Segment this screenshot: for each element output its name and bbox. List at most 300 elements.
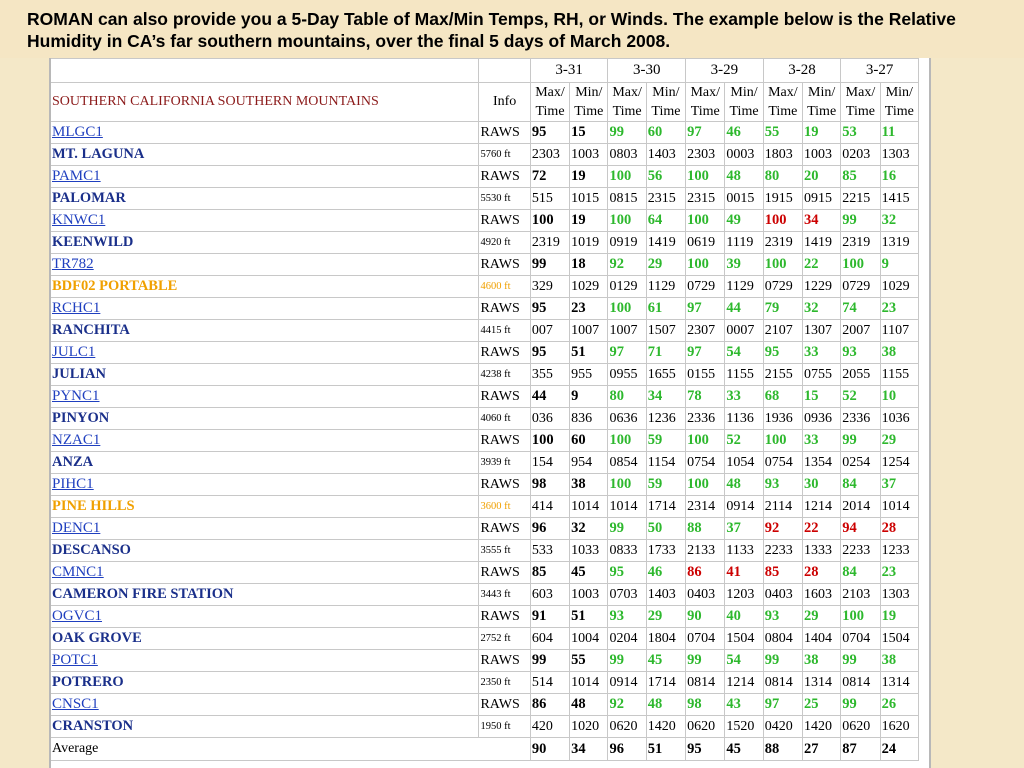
- rh-value: 43: [725, 694, 763, 716]
- rh-value: 79: [764, 298, 803, 320]
- station-id-link[interactable]: OGVC1: [51, 606, 479, 628]
- station-row: [51, 166, 919, 188]
- rh-value: 85: [841, 166, 880, 188]
- rh-value: 100: [841, 606, 880, 628]
- rh-value: 92: [608, 694, 646, 716]
- station-name: CRANSTON: [51, 716, 479, 738]
- rh-value: 26: [881, 694, 919, 716]
- rh-time: 0003: [725, 144, 763, 166]
- rh-time: 1403: [647, 144, 686, 166]
- blank-header-cell: [51, 58, 479, 83]
- station-elevation: 4920 ft: [479, 232, 530, 254]
- rh-value: 92: [764, 518, 803, 540]
- station-type: RAWS: [479, 430, 530, 452]
- rh-value: 33: [803, 430, 841, 452]
- rh-time: 2315: [686, 188, 725, 210]
- station-time-row: [51, 716, 919, 738]
- rh-time: 2155: [764, 364, 803, 386]
- rh-value: 46: [647, 562, 686, 584]
- station-name: PINE HILLS: [51, 496, 479, 518]
- min-time-header: [881, 83, 919, 122]
- rh-time: 1236: [647, 408, 686, 430]
- region-title: SOUTHERN CALIFORNIA SOUTHERN MOUNTAINS: [51, 83, 479, 122]
- rh-time: 1620: [881, 716, 919, 738]
- rh-value: 95: [531, 342, 570, 364]
- station-id-link[interactable]: PIHC1: [51, 474, 479, 496]
- station-time-row: [51, 232, 919, 254]
- rh-value: 18: [570, 254, 608, 276]
- rh-value: 84: [841, 474, 880, 496]
- station-id-link[interactable]: DENC1: [51, 518, 479, 540]
- rh-value: 99: [841, 694, 880, 716]
- station-type: RAWS: [479, 122, 530, 144]
- rh-time: 0620: [841, 716, 880, 738]
- rh-time: 2133: [686, 540, 725, 562]
- rh-time: 1303: [881, 144, 919, 166]
- rh-time: 1404: [803, 628, 841, 650]
- rh-time: 329: [531, 276, 570, 298]
- rh-value: 98: [531, 474, 570, 496]
- rh-time: 1520: [725, 716, 763, 738]
- rh-value: 59: [647, 474, 686, 496]
- rh-value: 44: [725, 298, 763, 320]
- rh-time: 1154: [647, 452, 686, 474]
- rh-time: 0620: [608, 716, 646, 738]
- rh-time: 1714: [647, 672, 686, 694]
- rh-time: 1403: [647, 584, 686, 606]
- rh-value: 100: [686, 430, 725, 452]
- station-id-link[interactable]: TR782: [51, 254, 479, 276]
- station-id-link[interactable]: CNSC1: [51, 694, 479, 716]
- station-id-link[interactable]: RCHC1: [51, 298, 479, 320]
- rh-value: 100: [841, 254, 880, 276]
- rh-value: 55: [764, 122, 803, 144]
- rh-value: 40: [725, 606, 763, 628]
- rh-time: 2014: [841, 496, 880, 518]
- station-name: JULIAN: [51, 364, 479, 386]
- rh-time: 0804: [764, 628, 803, 650]
- rh-value: 97: [686, 342, 725, 364]
- station-row: [51, 430, 919, 452]
- station-name: MT. LAGUNA: [51, 144, 479, 166]
- station-type: RAWS: [479, 518, 530, 540]
- column-header-row: [51, 83, 919, 122]
- rh-time: 036: [531, 408, 570, 430]
- header-time: Time: [884, 104, 914, 119]
- rh-value: 74: [841, 298, 880, 320]
- rh-value: 28: [881, 518, 919, 540]
- station-elevation: 3555 ft: [479, 540, 530, 562]
- rh-time: 1420: [647, 716, 686, 738]
- rh-value: 99: [608, 518, 646, 540]
- rh-time: 1003: [570, 584, 608, 606]
- header-kind: Min/: [885, 85, 913, 100]
- station-type: RAWS: [479, 298, 530, 320]
- rh-value: 99: [531, 650, 570, 672]
- station-row: [51, 386, 919, 408]
- rh-time: 2007: [841, 320, 880, 342]
- rh-time: 514: [531, 672, 570, 694]
- rh-time: 1214: [803, 496, 841, 518]
- rh-value: 100: [764, 254, 803, 276]
- header-time: Time: [729, 104, 759, 119]
- rh-value: 23: [881, 562, 919, 584]
- station-type: RAWS: [479, 474, 530, 496]
- rh-time: 1029: [881, 276, 919, 298]
- average-value: 87: [841, 738, 880, 761]
- rh-value: 100: [608, 474, 646, 496]
- station-elevation: 3939 ft: [479, 452, 530, 474]
- rh-value: 86: [686, 562, 725, 584]
- max-time-header: [531, 83, 570, 122]
- rh-time: 1314: [881, 672, 919, 694]
- rh-value: 37: [725, 518, 763, 540]
- rh-value: 80: [608, 386, 646, 408]
- station-id-link[interactable]: NZAC1: [51, 430, 479, 452]
- rh-time: 0704: [686, 628, 725, 650]
- rh-value: 68: [764, 386, 803, 408]
- rh-value: 19: [803, 122, 841, 144]
- average-value: 34: [570, 738, 608, 761]
- station-name: DESCANSO: [51, 540, 479, 562]
- rh-time: 0729: [686, 276, 725, 298]
- rh-value: 23: [570, 298, 608, 320]
- rh-time: 0403: [764, 584, 803, 606]
- rh-time: 1803: [764, 144, 803, 166]
- rh-time: 0729: [841, 276, 880, 298]
- rh-time: 0814: [686, 672, 725, 694]
- rh-time: 1155: [725, 364, 763, 386]
- rh-time: 836: [570, 408, 608, 430]
- min-time-header: [803, 83, 841, 122]
- rh-value: 59: [647, 430, 686, 452]
- rh-value: 93: [764, 474, 803, 496]
- station-row: [51, 342, 919, 364]
- average-value: 27: [803, 738, 841, 761]
- rh-time: 1129: [647, 276, 686, 298]
- rh-value: 10: [881, 386, 919, 408]
- station-name: OAK GROVE: [51, 628, 479, 650]
- rh-value: 38: [881, 650, 919, 672]
- rh-value: 22: [803, 254, 841, 276]
- rh-time: 1203: [725, 584, 763, 606]
- max-time-header: [686, 83, 725, 122]
- rh-time: 0129: [608, 276, 646, 298]
- rh-value: 52: [725, 430, 763, 452]
- station-type: RAWS: [479, 650, 530, 672]
- average-value: 51: [647, 738, 686, 761]
- min-time-header: [647, 83, 686, 122]
- rh-time: 515: [531, 188, 570, 210]
- station-type: RAWS: [479, 342, 530, 364]
- rh-time: 1420: [803, 716, 841, 738]
- station-row: [51, 518, 919, 540]
- date-header: 3-27: [841, 58, 919, 83]
- rh-time: 2233: [764, 540, 803, 562]
- rh-time: 0420: [764, 716, 803, 738]
- station-elevation: 3443 ft: [479, 584, 530, 606]
- rh-time: 0619: [686, 232, 725, 254]
- rh-time: 1419: [647, 232, 686, 254]
- date-header: 3-29: [686, 58, 764, 83]
- station-row: [51, 650, 919, 672]
- rh-time: 1233: [881, 540, 919, 562]
- station-name: RANCHITA: [51, 320, 479, 342]
- rh-time: 1136: [725, 408, 763, 430]
- rh-time: 1319: [881, 232, 919, 254]
- station-id-link[interactable]: MLGC1: [51, 122, 479, 144]
- rh-value: 54: [725, 342, 763, 364]
- station-type: RAWS: [479, 386, 530, 408]
- rh-value: 71: [647, 342, 686, 364]
- rh-time: 1733: [647, 540, 686, 562]
- header-kind: Min/: [575, 85, 603, 100]
- station-time-row: [51, 276, 919, 298]
- station-type: RAWS: [479, 254, 530, 276]
- rh-value: 97: [686, 122, 725, 144]
- station-type: RAWS: [479, 606, 530, 628]
- rh-value: 97: [686, 298, 725, 320]
- min-time-header: [725, 83, 763, 122]
- header-kind: Max/: [612, 85, 642, 100]
- rh-value: 78: [686, 386, 725, 408]
- rh-time: 1014: [881, 496, 919, 518]
- station-id-link[interactable]: PYNC1: [51, 386, 479, 408]
- rh-value: 11: [881, 122, 919, 144]
- rh-value: 64: [647, 210, 686, 232]
- rh-value: 86: [531, 694, 570, 716]
- station-time-row: [51, 452, 919, 474]
- header-kind: Min/: [730, 85, 758, 100]
- rh-value: 95: [531, 122, 570, 144]
- header-time: Time: [651, 104, 681, 119]
- average-value: 95: [686, 738, 725, 761]
- station-time-row: [51, 408, 919, 430]
- rh-time: 1007: [570, 320, 608, 342]
- rh-value: 93: [608, 606, 646, 628]
- rh-value: 99: [686, 650, 725, 672]
- header-time: Time: [535, 104, 565, 119]
- rh-time: 1936: [764, 408, 803, 430]
- header-kind: Max/: [845, 85, 876, 100]
- rh-time: 0204: [608, 628, 646, 650]
- rh-time: 1003: [570, 144, 608, 166]
- rh-time: 0754: [764, 452, 803, 474]
- info-header: Info: [479, 83, 530, 122]
- rh-value: 32: [881, 210, 919, 232]
- rh-time: 0007: [725, 320, 763, 342]
- max-time-header: [764, 83, 803, 122]
- date-header-row: [51, 58, 919, 83]
- header-time: Time: [768, 104, 798, 119]
- rh-value: 9: [570, 386, 608, 408]
- rh-time: 2319: [531, 232, 570, 254]
- rh-value: 93: [764, 606, 803, 628]
- rh-time: 0833: [608, 540, 646, 562]
- rh-time: 2303: [531, 144, 570, 166]
- rh-time: 0814: [764, 672, 803, 694]
- station-elevation: 3600 ft: [479, 496, 530, 518]
- rh-time: 0704: [841, 628, 880, 650]
- rh-value: 32: [570, 518, 608, 540]
- rh-value: 100: [686, 474, 725, 496]
- rh-value: 48: [725, 166, 763, 188]
- rh-time: 1214: [725, 672, 763, 694]
- rh-time: 2307: [686, 320, 725, 342]
- rh-value: 94: [841, 518, 880, 540]
- rh-time: 1507: [647, 320, 686, 342]
- average-value: 96: [608, 738, 646, 761]
- rh-time: 2336: [686, 408, 725, 430]
- rh-value: 97: [608, 342, 646, 364]
- station-row: [51, 606, 919, 628]
- rh-time: 1303: [881, 584, 919, 606]
- rh-time: 2215: [841, 188, 880, 210]
- rh-time: 2114: [764, 496, 803, 518]
- rh-value: 37: [881, 474, 919, 496]
- rh-time: 0936: [803, 408, 841, 430]
- rh-time: 0403: [686, 584, 725, 606]
- rh-time: 955: [570, 364, 608, 386]
- rh-value: 48: [647, 694, 686, 716]
- rh-value: 99: [608, 122, 646, 144]
- station-id-link[interactable]: CMNC1: [51, 562, 479, 584]
- rh-time: 1015: [570, 188, 608, 210]
- rh-value: 99: [841, 430, 880, 452]
- station-type: RAWS: [479, 210, 530, 232]
- header-time: Time: [612, 104, 642, 119]
- rh-time: 1036: [881, 408, 919, 430]
- station-type: RAWS: [479, 562, 530, 584]
- station-name: CAMERON FIRE STATION: [51, 584, 479, 606]
- station-id-link[interactable]: POTC1: [51, 650, 479, 672]
- station-type: RAWS: [479, 694, 530, 716]
- average-value: 24: [881, 738, 919, 761]
- rh-value: 97: [764, 694, 803, 716]
- station-elevation: 4060 ft: [479, 408, 530, 430]
- rh-time: 0755: [803, 364, 841, 386]
- rh-value: 16: [881, 166, 919, 188]
- rh-time: 2314: [686, 496, 725, 518]
- rh-value: 44: [531, 386, 570, 408]
- station-id-link[interactable]: PAMC1: [51, 166, 479, 188]
- rh-value: 99: [841, 210, 880, 232]
- header-kind: Max/: [768, 85, 798, 100]
- rh-value: 25: [803, 694, 841, 716]
- rh-time: 1014: [570, 672, 608, 694]
- rh-value: 85: [764, 562, 803, 584]
- rh-value: 38: [803, 650, 841, 672]
- rh-time: 0914: [608, 672, 646, 694]
- rh-time: 2319: [764, 232, 803, 254]
- station-row: [51, 298, 919, 320]
- rh-time: 0729: [764, 276, 803, 298]
- station-time-row: [51, 584, 919, 606]
- rh-time: 1107: [881, 320, 919, 342]
- rh-value: 84: [841, 562, 880, 584]
- rh-value: 96: [531, 518, 570, 540]
- rh-time: 2303: [686, 144, 725, 166]
- rh-value: 100: [608, 430, 646, 452]
- rh-time: 414: [531, 496, 570, 518]
- rh-value: 100: [608, 166, 646, 188]
- rh-value: 29: [803, 606, 841, 628]
- rh-time: 1119: [725, 232, 763, 254]
- station-time-row: [51, 628, 919, 650]
- rh-value: 15: [803, 386, 841, 408]
- station-id-link[interactable]: JULC1: [51, 342, 479, 364]
- rh-time: 1714: [647, 496, 686, 518]
- rh-value: 100: [764, 210, 803, 232]
- rh-time: 1915: [764, 188, 803, 210]
- rh-value: 34: [647, 386, 686, 408]
- header-time: Time: [574, 104, 604, 119]
- rh-time: 1415: [881, 188, 919, 210]
- rh-value: 23: [881, 298, 919, 320]
- rh-table: [51, 58, 919, 761]
- rh-time: 1014: [608, 496, 646, 518]
- rh-value: 99: [764, 650, 803, 672]
- rh-time: 1354: [803, 452, 841, 474]
- rh-value: 45: [647, 650, 686, 672]
- rh-value: 29: [881, 430, 919, 452]
- rh-time: 420: [531, 716, 570, 738]
- rh-value: 90: [686, 606, 725, 628]
- rh-time: 1333: [803, 540, 841, 562]
- average-value: 90: [531, 738, 570, 761]
- header-kind: Min/: [808, 85, 836, 100]
- rh-time: 2315: [647, 188, 686, 210]
- rh-value: 95: [608, 562, 646, 584]
- rh-value: 41: [725, 562, 763, 584]
- date-header: 3-30: [608, 58, 686, 83]
- header-time: Time: [807, 104, 837, 119]
- rh-value: 88: [686, 518, 725, 540]
- rh-value: 51: [570, 342, 608, 364]
- station-id-link[interactable]: KNWC1: [51, 210, 479, 232]
- station-elevation: 4415 ft: [479, 320, 530, 342]
- rh-value: 93: [841, 342, 880, 364]
- rh-time: 1655: [647, 364, 686, 386]
- rh-time: 1155: [881, 364, 919, 386]
- rh-value: 95: [764, 342, 803, 364]
- rh-value: 38: [881, 342, 919, 364]
- rh-value: 15: [570, 122, 608, 144]
- rh-time: 1804: [647, 628, 686, 650]
- rh-time: 0703: [608, 584, 646, 606]
- station-name: KEENWILD: [51, 232, 479, 254]
- rh-value: 51: [570, 606, 608, 628]
- station-name: ANZA: [51, 452, 479, 474]
- rh-time: 0754: [686, 452, 725, 474]
- rh-value: 48: [725, 474, 763, 496]
- rh-time: 1029: [570, 276, 608, 298]
- max-time-header: [841, 83, 880, 122]
- average-row: [51, 738, 919, 761]
- average-value: 45: [725, 738, 763, 761]
- rh-value: 19: [881, 606, 919, 628]
- rh-value: 19: [570, 166, 608, 188]
- station-row: [51, 474, 919, 496]
- rh-value: 85: [531, 562, 570, 584]
- rh-time: 2107: [764, 320, 803, 342]
- table-body: [51, 58, 919, 761]
- header-time: Time: [690, 104, 720, 119]
- rh-time: 0919: [608, 232, 646, 254]
- station-elevation: 4600 ft: [479, 276, 530, 298]
- rh-value: 34: [803, 210, 841, 232]
- rh-value: 49: [725, 210, 763, 232]
